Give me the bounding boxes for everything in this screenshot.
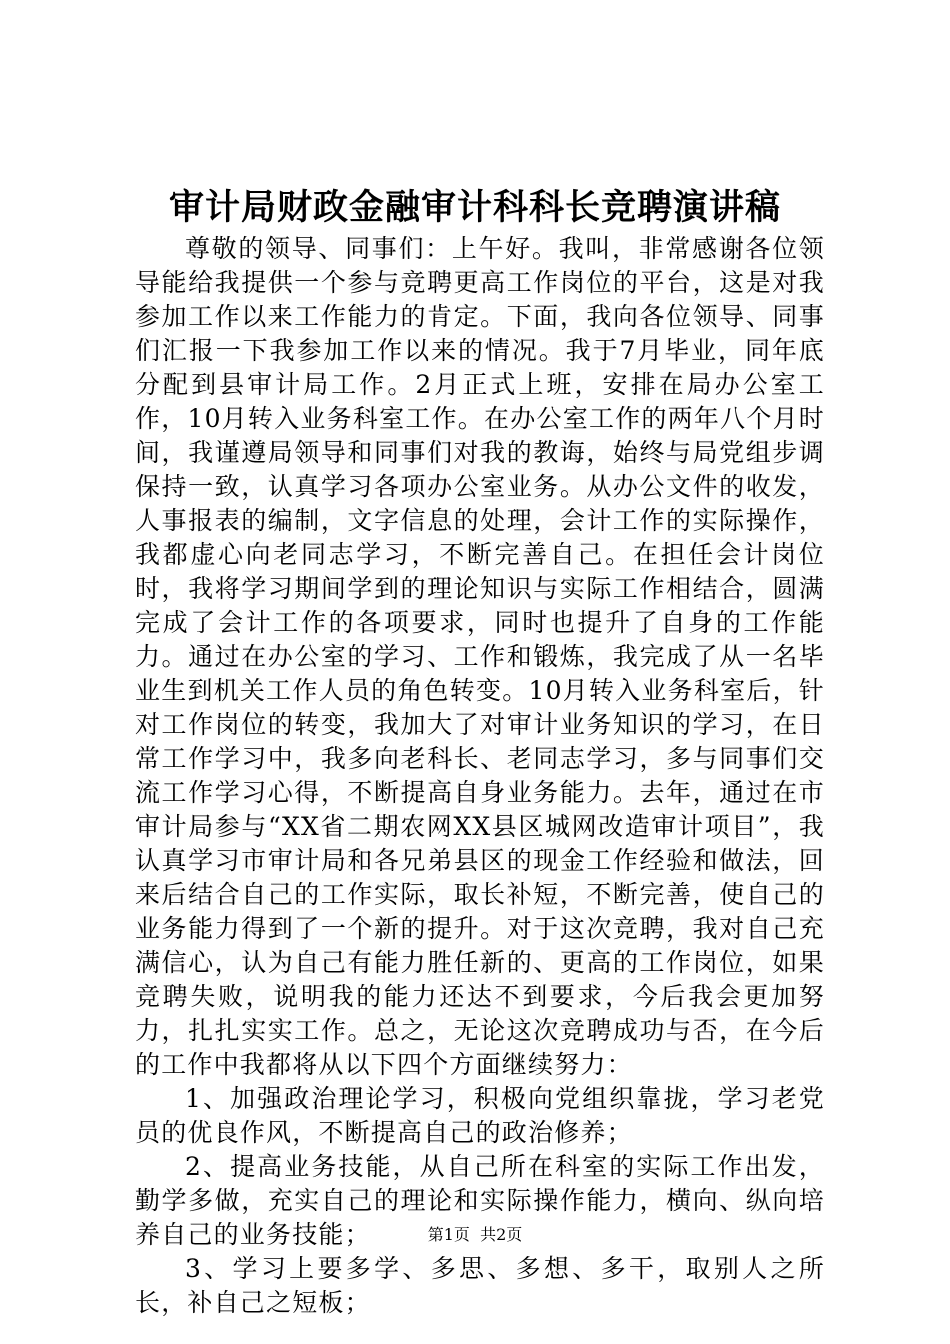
document-body (135, 232, 825, 1320)
paragraph-item-3: 3、学习上要多学、多思、多想、多干，取别人之所长，补自己之短板； (135, 1254, 825, 1317)
paragraph-item-2: 2、提高业务技能，从自己所在科室的实际工作出发，勤学多做，充实自己的理论和实际操作能力，横向、纵向培养自己的业务技能； (135, 1152, 825, 1249)
page-footer (0, 1224, 950, 1246)
document-title: 审计局财政金融审计科科长竞聘演讲稿 (168, 187, 781, 228)
paragraph-intro: 尊敬的领导、同事们：上午好。我叫，非常感谢各位领导能给我提供一个参与竞聘更高工作岗位的平台，这是对我参加工作以来工作能力的肯定。下面，我向各位领导、同事们汇报一下我参加工作以来的情况。我于7月毕业，同年底分配到县审计局工作。2月正式上班，安排在局办公室工作，10月转入业务科室工作。在办公室工作的两年八个月时间，我谨遵局领导和同事们对我的教诲，始终与局党组步调保持一致，认真学习各项办公室业务。从办公文件的收发，人事报表的编制，文字信息的处理，会计工作的实际操作，我都虚心向老同志学习，不断完善自己。在担任会计岗位时，我将学习期间学到的理论知识与实际工作相结合，圆满完成了会计工作的各项要求，同时也提升了自身的工作能力。通过在办公室的学习、工作和锻炼，我完成了从一名毕业生到机关工作人员的角色转变。10月转入业务科室后，针对工作岗位的转变，我加大了对审计业务知识的学习，在日常工作学习中，我多向老科长、老同志学习，多与同事们交流工作学习心得，不断提高自身业务能力。去年，通过在市审计局参与“XX省二期农网XX县区城网改造审计项目”，我认真学习市审计局和各兄弟县区的现金工作经验和做法，回来后结合自己的工作实际，取长补短，不断完善，使自己的业务能力得到了一个新的提升。对于这次竞聘，我对自己充满信心，认为自己有能力胜任新的、更高的工作岗位，如果竞聘失败，说明我的能力还达不到要求，今后我会更加努力，扎扎实实工作。总之，无论这次竞聘成功与否，在今后的工作中我都将从以下四个方面继续努力： (135, 234, 825, 1079)
page-number: 第1页 (427, 1225, 470, 1244)
paragraph-item-1: 1、加强政治理论学习，积极向党组织靠拢，学习老党员的优良作风，不断提高自己的政治修养； (135, 1084, 825, 1147)
page-total: 共2页 (480, 1225, 523, 1244)
